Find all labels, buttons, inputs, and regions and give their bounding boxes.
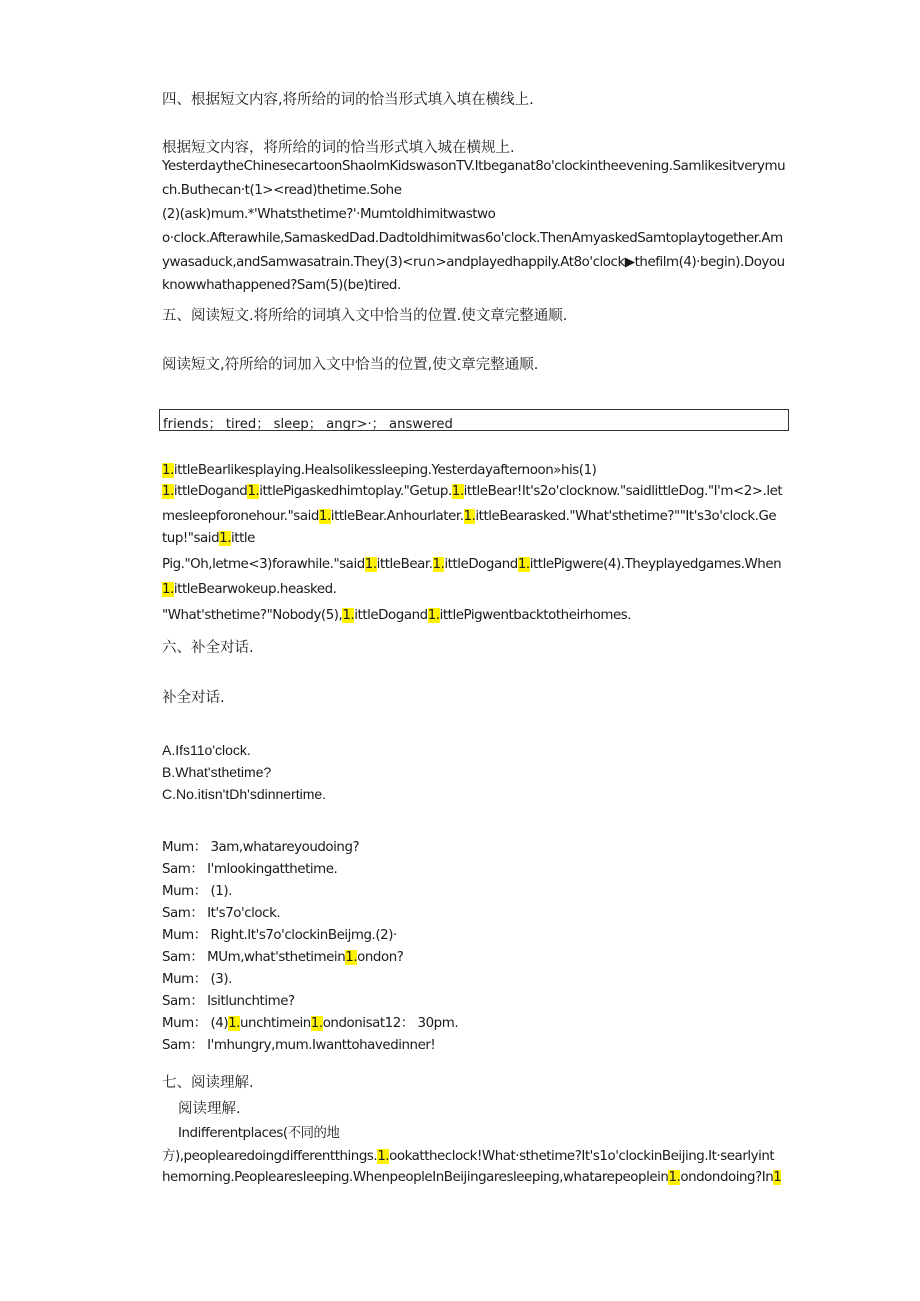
reading-line: hemorning.Peoplearesleeping.WhenpeopleInBeijingaresleeping,whatarepeoplein1.ondondoing?In1 xyxy=(162,1170,782,1185)
highlight-mark: 1. xyxy=(432,557,445,572)
highlight-mark: 1. xyxy=(318,509,331,524)
passage-line: ch.Buthecan·t(1><read)thetime.Sohe xyxy=(162,183,402,198)
highlight-mark: 1. xyxy=(247,484,260,499)
passage-line: ywasaduck,andSamwasatrain.They(3)<ru∩>andplayedhappily.At8o'clock▶thefilm(4)·begin).Doyou xyxy=(162,255,785,270)
story-line: 1.ittleDogand1.ittlePigaskedhimtoplay."Getup.1.ittleBear!It's2o'clocknow."saidlittleDog."I'm<2>.let xyxy=(162,484,783,499)
dialog-line: Mum： Right.It's7o'clockinBeijmg.(2)· xyxy=(162,928,397,943)
passage-line: (2)(ask)mum.*'Whatsthetime?'·Mumtoldhimitwastwo xyxy=(162,207,496,222)
highlight-mark: 1. xyxy=(451,484,464,499)
dialog-line: Sam： Isitlunchtime? xyxy=(162,994,295,1009)
word-bank: friends； tired； sleep； angr>·； answered xyxy=(163,417,453,432)
option-a: A.Ifs11o'clock. xyxy=(162,742,251,758)
section-4-heading: 四、根据短文内容,将所给的词的恰当形式填入填在横线上. xyxy=(162,92,534,108)
highlight-mark: 1. xyxy=(219,531,232,546)
story-line: 1.ittleBearlikesplaying.Healsolikessleeping.Yesterdayafternoon»his(1) xyxy=(162,463,597,478)
dialog-line: Sam： It's7o'clock. xyxy=(162,906,281,921)
highlight-mark: 1. xyxy=(427,608,440,623)
highlight-mark: 1 xyxy=(773,1170,782,1185)
option-b: B.What'sthetime? xyxy=(162,764,272,780)
option-c: C.No.itisn'tDh'sdinnertime. xyxy=(162,786,327,802)
dialog-line: Mum： (4)1.unchtimein1.ondonisat12： 30pm. xyxy=(162,1016,459,1031)
dialog-line: Sam： I'mhungry,mum.Iwanttohavedinner! xyxy=(162,1038,436,1053)
section-6-instruction: 补全对话. xyxy=(162,690,225,706)
story-line: tup!"said1.ittle xyxy=(162,531,255,546)
dialog-line: Mum： (1). xyxy=(162,884,232,899)
story-line: "What'sthetime?"Nobody(5),1.ittleDogand1.ittlePigwentbacktotheirhomes. xyxy=(162,608,632,623)
highlight-mark: 1. xyxy=(517,557,530,572)
section-5-instruction: 阅读短文,符所给的词加入文中恰当的位置,使文章完整通顺. xyxy=(162,357,539,373)
highlight-mark: 1. xyxy=(377,1149,390,1164)
reading-line: Indifferentplaces(不同的地 xyxy=(178,1126,340,1141)
story-line: Pig."Oh,letme<3)forawhile."said1.ittleBear.1.ittleDogand1.ittlePigwere(4).Theyplayedgames.When xyxy=(162,557,782,572)
passage-line: knowwhathappened?Sam(5)(be)tired. xyxy=(162,278,401,293)
highlight-mark: 1. xyxy=(162,484,174,499)
dialog-line: Sam： I'mlookingatthetime. xyxy=(162,862,338,877)
story-line: mesleepforonehour."said1.ittleBear.Anhourlater.1.ittleBearasked."What'sthetime?""It's3o'clock.Ge xyxy=(162,509,777,524)
section-5-heading: 五、阅读短文.将所给的词填入文中恰当的位置.使文章完整通顺. xyxy=(162,308,568,324)
highlight-mark: 1. xyxy=(228,1016,240,1031)
highlight-mark: 1. xyxy=(162,463,174,478)
passage-line: YesterdaytheChinesecartoonShaolmKidswasonTV.Itbeganat8o'clockintheevening.Samlikesitverymu xyxy=(162,159,786,174)
highlight-mark: 1. xyxy=(162,582,174,597)
highlight-mark: 1. xyxy=(342,608,355,623)
highlight-mark: 1. xyxy=(345,950,358,965)
section-7-heading: 七、阅读理解. xyxy=(162,1075,254,1091)
section-6-heading: 六、补全对话. xyxy=(162,640,254,656)
dialog-line: Mum： 3am,whatareyoudoing? xyxy=(162,840,360,855)
highlight-mark: 1. xyxy=(310,1016,323,1031)
word-bank-box xyxy=(159,409,789,431)
highlight-mark: 1. xyxy=(668,1170,681,1185)
story-line: 1.ittleBearwokeup.heasked. xyxy=(162,582,337,597)
highlight-mark: 1. xyxy=(364,557,377,572)
highlight-mark: 1. xyxy=(463,509,476,524)
dialog-line: Mum： (3). xyxy=(162,972,232,987)
section-7-instruction: 阅读理解. xyxy=(178,1101,241,1117)
section-4-instruction: 根据短文内容，将所给的词的恰当形式填入城在横规上. xyxy=(162,140,515,156)
passage-line: o·clock.Afterawhile,SamaskedDad.Dadtoldhimitwas6o'clock.ThenAmyaskedSamtoplaytogether.Am xyxy=(162,231,783,246)
dialog-line: Sam： MUm,what'sthetimein1.ondon? xyxy=(162,950,404,965)
reading-line: 方),peoplearedoingdifferentthings.1.ookattheclock!What·sthetime?It's1o'clockinBeijing.It·searlyint xyxy=(162,1149,775,1164)
